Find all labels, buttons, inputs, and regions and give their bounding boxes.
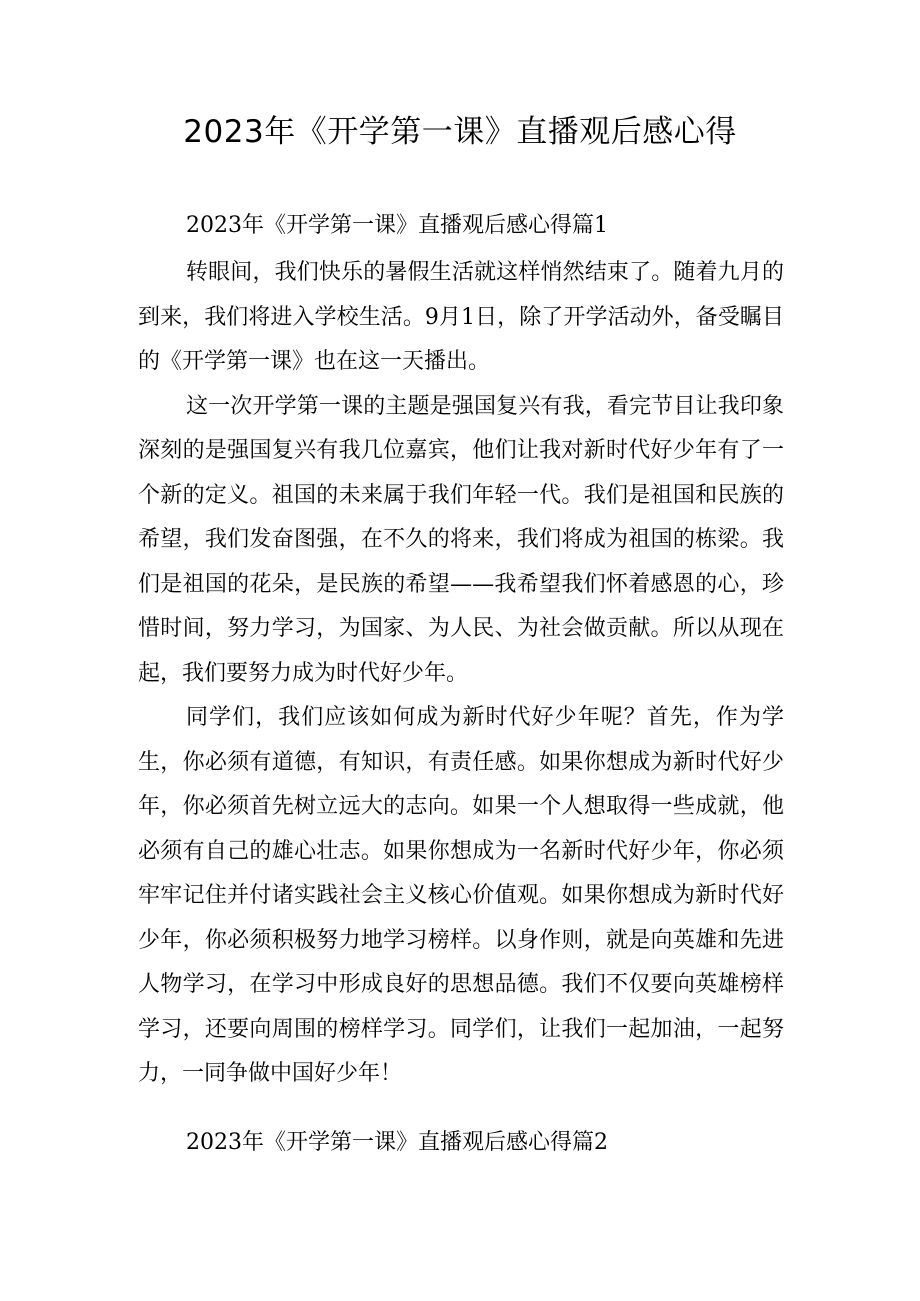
paragraph-2: 这一次开学第一课的主题是强国复兴有我，看完节目让我印象深刻的是强国复兴有我几位嘉宾，他们让我对新时代好少年有了一个新的定义。祖国的未来属于我们年轻一代。我们是祖国和民族的希望，我们发奋图强，在不久的将来，我们将成为祖国的栋梁。我们是祖国的花朵，是民族的希望——我希望我们怀着感恩的心，珍惜时间，努力学习，为国家、为人民、为社会做贡献。所以从现在起，我们要努力成为时代好少年。 xyxy=(138,393,784,686)
document-title: 2023年《开学第一课》直播观后感心得 xyxy=(183,114,737,150)
section-spacer xyxy=(138,1097,784,1117)
document-body xyxy=(138,200,784,1168)
paragraph-1: 转眼间，我们快乐的暑假生活就这样悄然结束了。随着九月的到来，我们将进入学校生活。9月1日，除了开学活动外，备受瞩目的《开学第一课》也在这一天播出。 xyxy=(138,260,784,374)
section-heading-2: 2023年《开学第一课》直播观后感心得篇2 xyxy=(186,1129,608,1155)
paragraph-3: 同学们，我们应该如何成为新时代好少年呢？首先，作为学生，你必须有道德，有知识，有责任感。如果你想成为新时代好少年，你必须首先树立远大的志向。如果一个人想取得一些成就，他必须有自己的雄心壮志。如果你想成为一名新时代好少年，你必须牢牢记住并付诸实践社会主义核心价值观。如果你想成为新时代好少年，你必须积极努力地学习榜样。以身作则，就是向英雄和先进人物学习，在学习中形成良好的思想品德。我们不仅要向英雄榜样学习，还要向周围的榜样学习。同学们，让我们一起加油，一起努力，一同争做中国好少年！ xyxy=(138,705,784,1086)
section-heading-1: 2023年《开学第一课》直播观后感心得篇1 xyxy=(186,213,608,238)
